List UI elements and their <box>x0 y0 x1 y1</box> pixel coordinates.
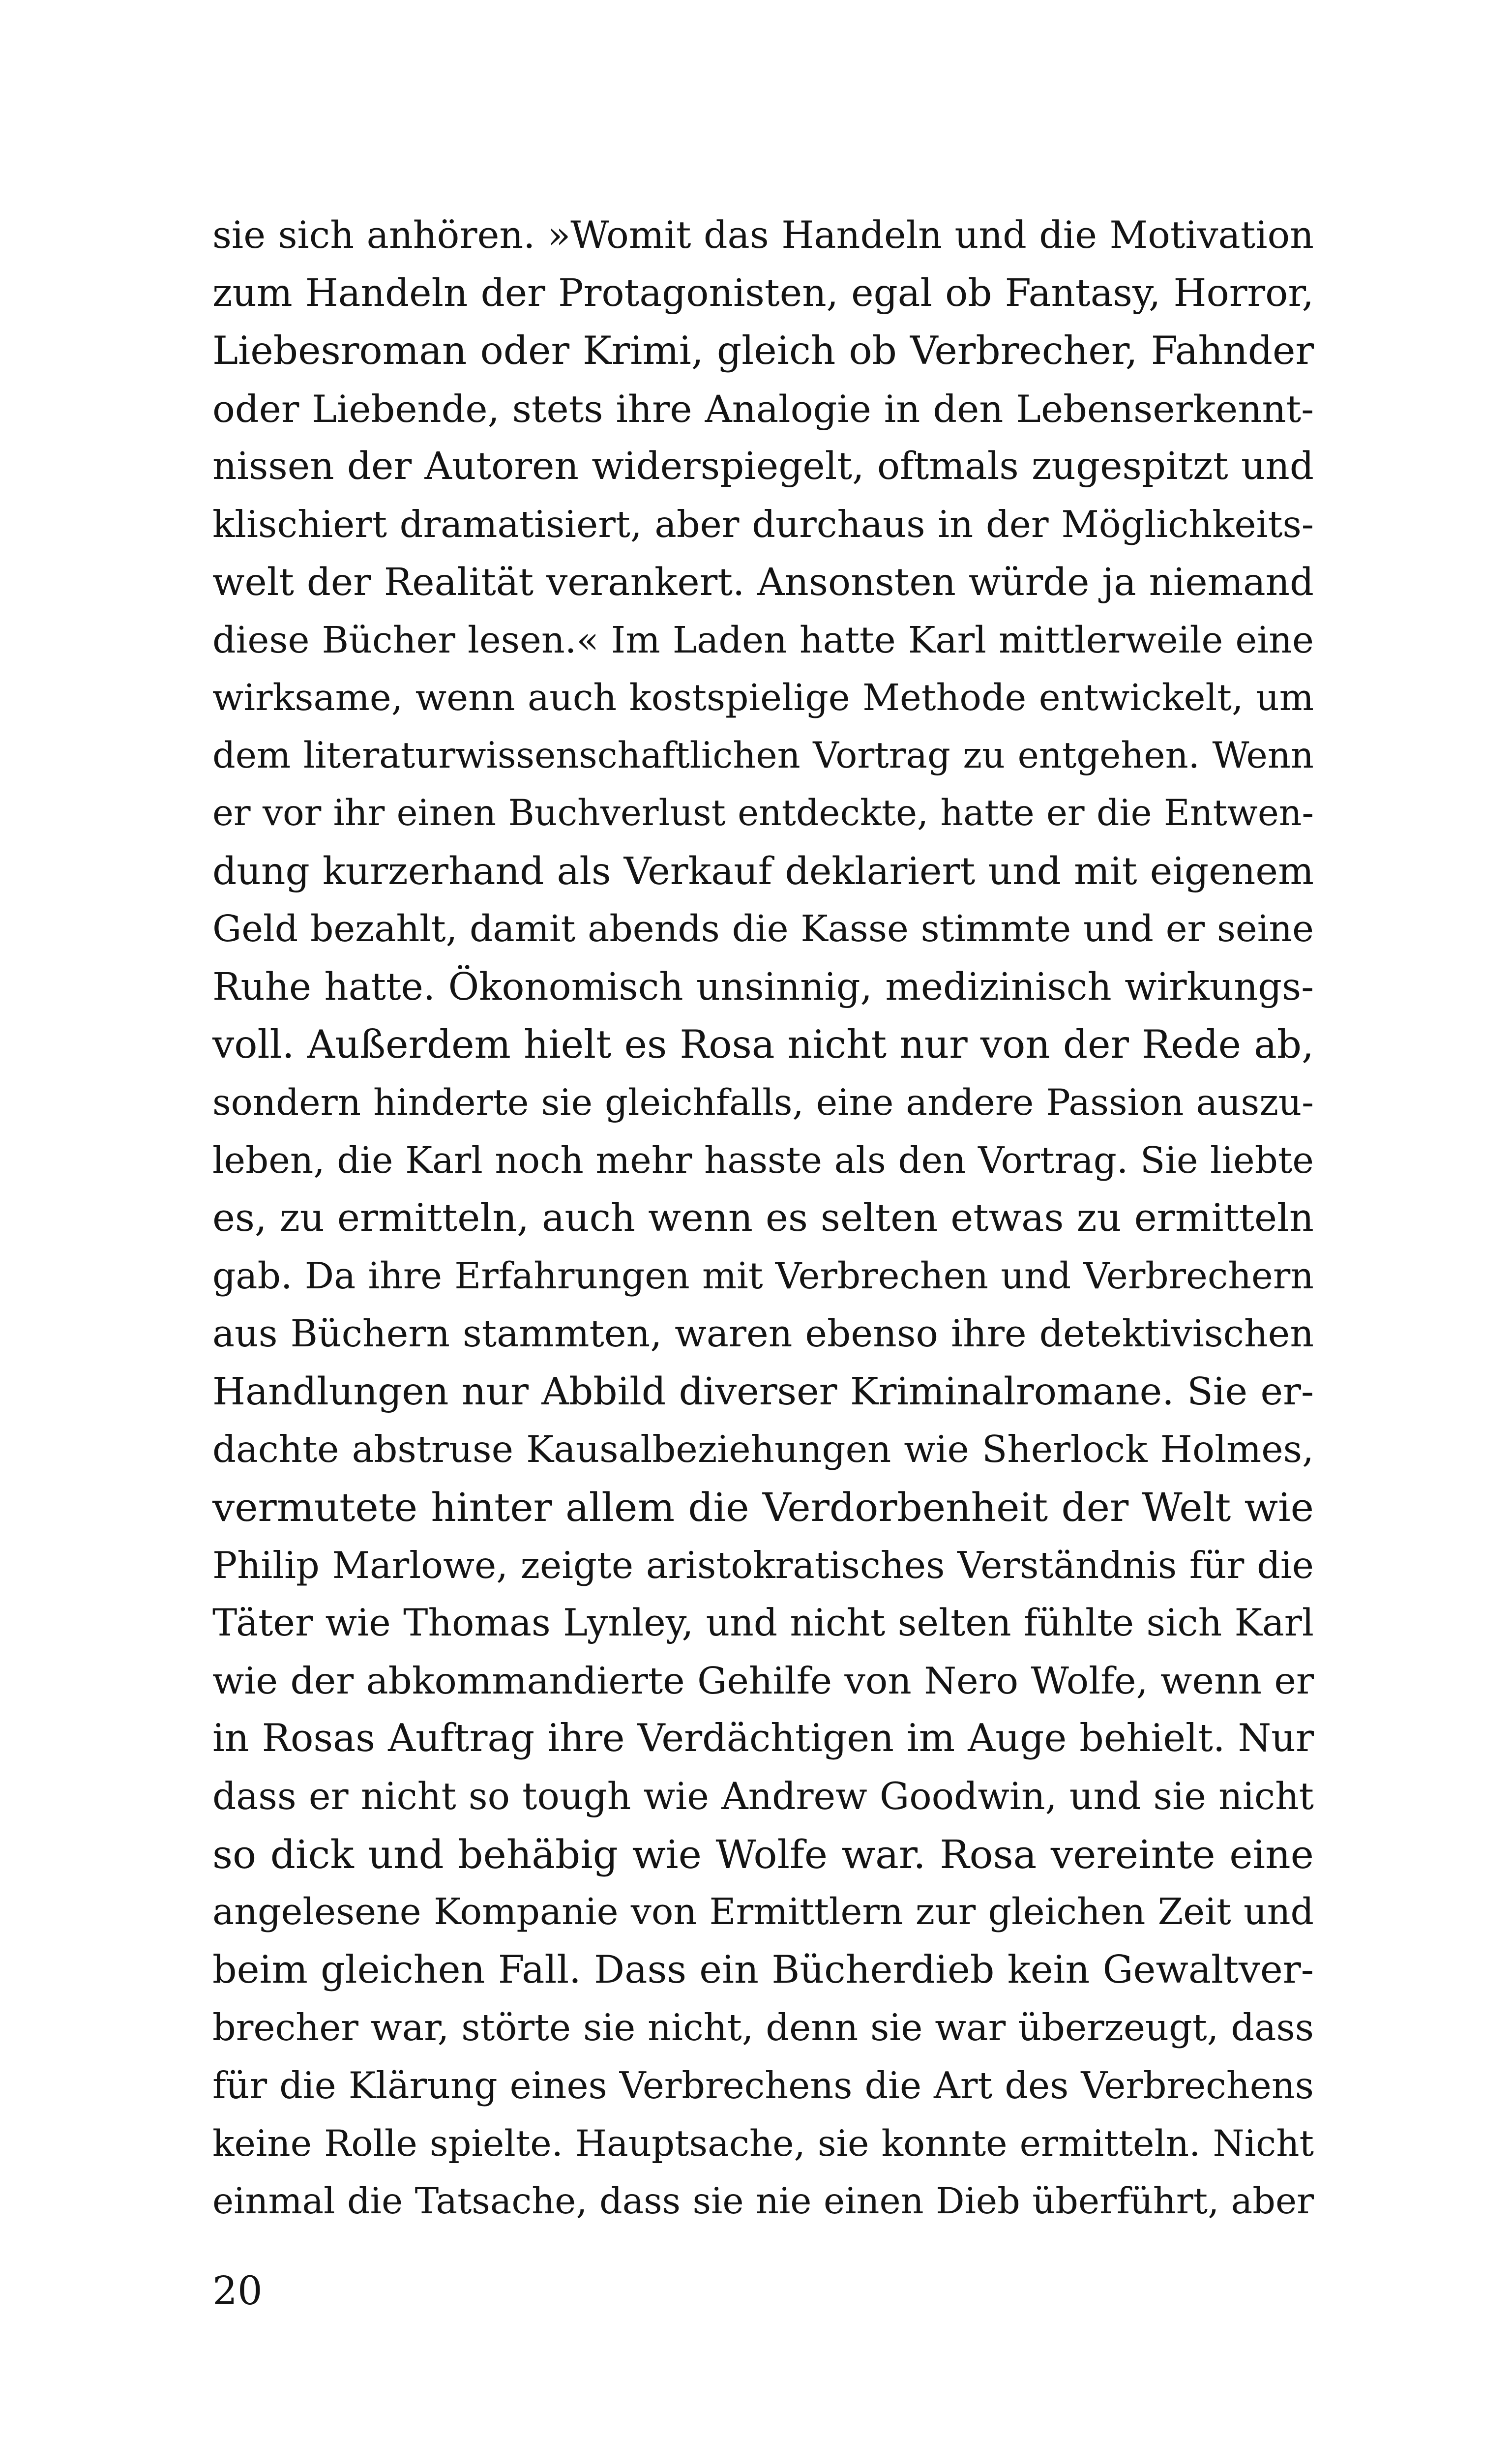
text-line: voll. Außerdem hielt es Rosa nicht nur von der Rede ab, <box>212 1022 1314 1068</box>
text-line: zum Handeln der Protagonisten, egal ob Fantasy, Horror, <box>212 271 1314 315</box>
text-line: brecher war, störte sie nicht, denn sie war überzeugt, dass <box>212 2006 1314 2050</box>
text-line: nissen der Autoren widerspiegelt, oftmals zugespitzt und <box>212 445 1314 489</box>
text-line: Liebesroman oder Krimi, gleich ob Verbrecher, Fahnder <box>212 328 1314 374</box>
text-line: wirksame, wenn auch kostspielige Methode entwickelt, um <box>212 676 1314 719</box>
text-line: Handlungen nur Abbild diverser Kriminalromane. Sie er- <box>212 1369 1314 1414</box>
text-line: sondern hinderte sie gleichfalls, eine andere Passion auszu- <box>212 1081 1314 1124</box>
text-line: Ruhe hatte. Ökonomisch unsinnig, medizinisch wirkungs- <box>212 965 1314 1009</box>
text-line: leben, die Karl noch mehr hasste als den Vortrag. Sie liebte <box>212 1139 1314 1182</box>
page-number: 20 <box>212 2268 263 2314</box>
text-line: gab. Da ihre Erfahrungen mit Verbrechen und Verbrechern <box>212 1254 1314 1297</box>
text-line: dass er nicht so tough wie Andrew Goodwin, und sie nicht <box>212 1775 1314 1818</box>
text-line: Philip Marlowe, zeigte aristokratisches Verständnis für die <box>212 1544 1314 1587</box>
text-line: dem literaturwissenschaftlichen Vortrag zu entgehen. Wenn <box>212 735 1314 777</box>
text-line: sie sich anhören. »Womit das Handeln und die Motivation <box>212 213 1314 257</box>
text-line: wie der abkommandierte Gehilfe von Nero Wolfe, wenn er <box>212 1659 1314 1702</box>
text-line: klischiert dramatisiert, aber durchaus in der Möglichkeits- <box>212 503 1314 546</box>
text-line: aus Büchern stammten, waren ebenso ihre detektivischen <box>212 1312 1314 1356</box>
text-line: angelesene Kompanie von Ermittlern zur gleichen Zeit und <box>212 1891 1314 1933</box>
text-line: einmal die Tatsache, dass sie nie einen Dieb überführt, aber <box>212 2180 1314 2223</box>
text-line: in Rosas Auftrag ihre Verdächtigen im Auge behielt. Nur <box>212 1716 1314 1761</box>
text-line: vermutete hinter allem die Verdorbenheit der Welt wie <box>212 1485 1314 1531</box>
text-line: diese Bücher lesen.« Im Laden hatte Karl mittlerweile eine <box>212 619 1314 662</box>
text-line: keine Rolle spielte. Hauptsache, sie konnte ermitteln. Nicht <box>212 2122 1314 2165</box>
text-line: für die Klärung eines Verbrechens die Art des Verbrechens <box>212 2064 1314 2107</box>
text-line: welt der Realität verankert. Ansonsten würde ja niemand <box>212 560 1314 604</box>
text-line: er vor ihr einen Buchverlust entdeckte, hatte er die Entwen- <box>212 792 1314 834</box>
text-line: dachte abstruse Kausalbeziehungen wie Sherlock Holmes, <box>212 1427 1314 1471</box>
text-line: Täter wie Thomas Lynley, und nicht selten fühlte sich Karl <box>212 1601 1314 1645</box>
text-line: Geld bezahlt, damit abends die Kasse stimmte und er seine <box>212 908 1314 951</box>
body-text <box>212 207 1314 2230</box>
text-line: beim gleichen Fall. Dass ein Bücherdieb kein Gewaltver- <box>212 1947 1314 1992</box>
text-line: es, zu ermitteln, auch wenn es selten etwas zu ermitteln <box>212 1196 1314 1241</box>
text-line: so dick und behäbig wie Wolfe war. Rosa vereinte eine <box>212 1831 1314 1877</box>
text-line: oder Liebende, stets ihre Analogie in den Lebenserkennt- <box>212 387 1314 431</box>
text-line: dung kurzerhand als Verkauf deklariert und mit eigenem <box>212 849 1314 893</box>
